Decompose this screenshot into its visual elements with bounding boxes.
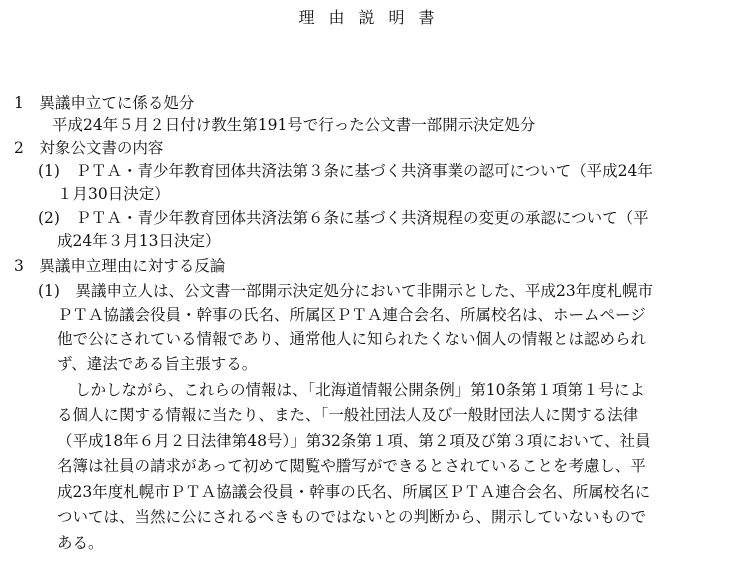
section-2-item-1: (1) ＰＴＡ・青少年教育団体共済法第３条に基づく共済事業の認可について（平成24年 <box>38 162 653 180</box>
paragraph-line: しかしながら、これらの情報は、「北海道情報公開条例」第10条第１項第１号によ <box>75 381 645 399</box>
section-1-heading: 1 異議申立てに係る処分 <box>14 94 195 112</box>
paragraph-line: る個人に関する情報に当たり、また、「一般社団法人及び一般財団法人に関する法律 <box>57 406 639 424</box>
section-2-heading: 2 対象公文書の内容 <box>14 139 164 157</box>
paragraph-line: 他で公にされている情報であり、通常他人に知られたくない個人の情報とは認められ <box>57 330 647 348</box>
paragraph-line: （平成18年６月２日法律第48号）」第32条第１項、第２項及び第３項において、社員 <box>57 432 651 450</box>
section-2-item-2: (2) ＰＴＡ・青少年教育団体共済法第６条に基づく共済規程の変更の承認について（平 <box>38 209 649 227</box>
paragraph-line: 名簿は社員の請求があって初めて閲覧や謄写ができるとされていることを考慮し、平 <box>57 457 646 475</box>
paragraph-line: 成23年度札幌市ＰＴＡ協議会役員・幹事の氏名、所属区ＰＴＡ連合会名、所属校名に <box>57 483 651 501</box>
section-1-body: 平成24年５月２日付け教生第191号で行った公文書一部開示決定処分 <box>52 116 536 134</box>
paragraph-line: ある。 <box>57 534 104 552</box>
document-title: 理由説明書 <box>298 8 449 27</box>
paragraph-line: ＰＴＡ協議会役員・幹事の氏名、所属区ＰＴＡ連合会名、所属校名は、ホームページ <box>57 306 646 324</box>
section-2-item-1-cont: １月30日決定） <box>57 185 170 203</box>
section-3-heading: 3 異議申立理由に対する反論 <box>14 257 226 275</box>
section-3-item-1: (1) 異議申立人は、公文書一部開示決定処分において非開示とした、平成23年度札幌市 <box>38 282 654 300</box>
paragraph-line: ついては、当然に公にされるべきものではないとの判断から、開示していないもので <box>57 508 647 526</box>
section-2-item-2-cont: 成24年３月13日決定） <box>57 232 221 250</box>
paragraph-line: ず、違法である旨主張する。 <box>57 355 258 373</box>
